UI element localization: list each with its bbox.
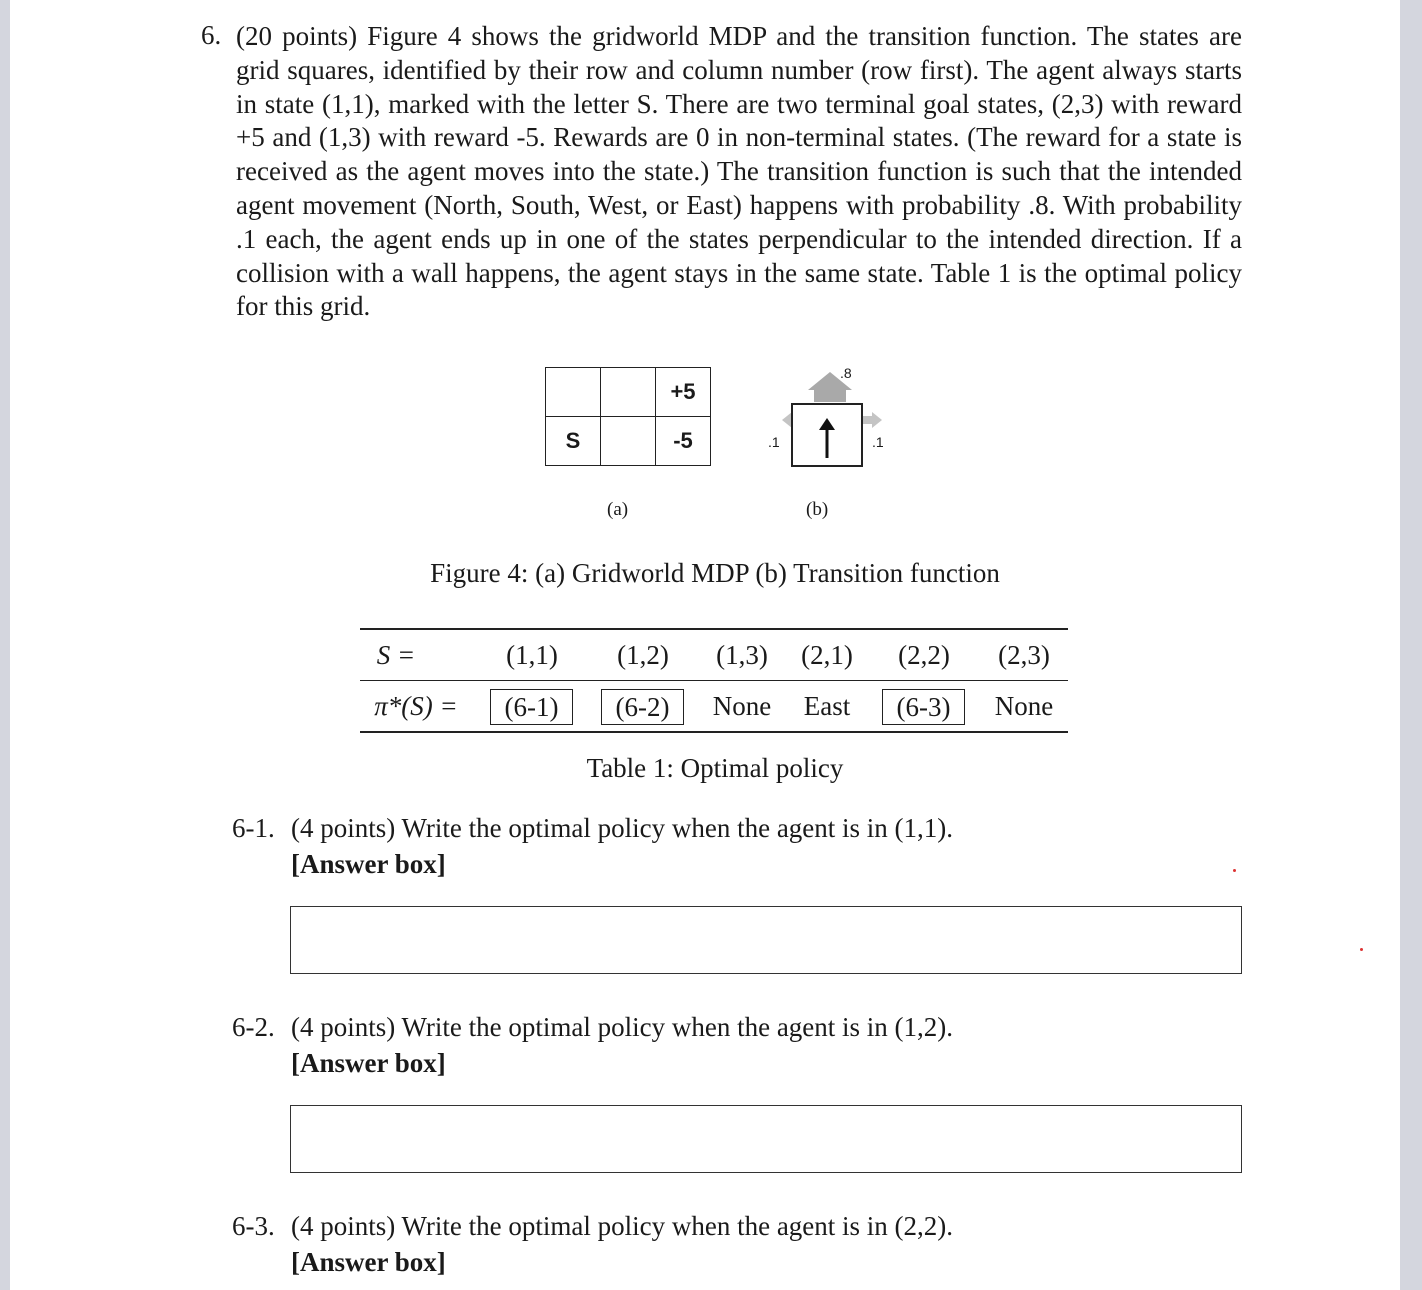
grid-cell-1-2 — [601, 417, 656, 466]
state-cell: (1,1) — [506, 640, 558, 670]
gridworld-figure — [545, 367, 711, 466]
subquestion-text-6-2: (4 points) Write the optimal policy when the agent is in (1,2). — [291, 1012, 954, 1042]
stray-mark — [1360, 948, 1363, 951]
table-caption: Table 1: Optimal policy — [586, 753, 844, 783]
policy-cell-blank-6-1: (6-1) — [490, 689, 573, 725]
subquestion-number-6-1: 6-1. — [232, 813, 275, 843]
policy-cell-blank-6-3: (6-3) — [882, 689, 965, 725]
prob-forward: .8 — [840, 365, 852, 381]
table-row — [360, 630, 1068, 680]
subquestion-number-6-2: 6-2. — [232, 1012, 275, 1042]
subquestion-text-6-3: (4 points) Write the optimal policy when the agent is in (2,2). — [291, 1211, 954, 1241]
grid-cell-2-3: +5 — [656, 368, 711, 417]
answer-label-6-2: [Answer box] — [291, 1048, 446, 1078]
prob-right: .1 — [872, 434, 884, 450]
grid-cell-1-1: S — [546, 417, 601, 466]
policy-cell: None — [712, 691, 772, 721]
state-cell: (2,2) — [898, 640, 950, 670]
subfigure-label-a: (a) — [607, 499, 629, 520]
policy-cell-blank-6-2: (6-2) — [601, 689, 684, 725]
state-cell: (2,3) — [998, 640, 1050, 670]
policy-cell: None — [994, 691, 1054, 721]
figure-caption: Figure 4: (a) Gridworld MDP (b) Transition function — [430, 558, 1000, 588]
prob-left: .1 — [768, 434, 780, 450]
state-cell: (1,3) — [716, 640, 768, 670]
state-cell: (2,1) — [801, 640, 853, 670]
answer-box-6-2[interactable] — [290, 1105, 1242, 1173]
grid-cell-2-2 — [601, 368, 656, 417]
policy-table — [360, 628, 1068, 733]
transition-arrows-icon — [762, 360, 892, 470]
row-label-policy: π*(S) = — [374, 691, 458, 721]
viewer-margin-right — [1400, 0, 1422, 1290]
document-page — [10, 0, 1400, 1290]
grid-cell-2-1 — [546, 368, 601, 417]
answer-label-6-3: [Answer box] — [291, 1247, 446, 1277]
row-label-states: S = — [376, 640, 416, 670]
subquestion-text-6-1: (4 points) Write the optimal policy when the agent is in (1,1). — [291, 813, 954, 843]
subfigure-label-b: (b) — [806, 499, 829, 520]
grid-cell-1-3: -5 — [656, 417, 711, 466]
question-number: 6. — [201, 20, 222, 50]
transition-figure — [762, 360, 892, 470]
subquestion-number-6-3: 6-3. — [232, 1211, 275, 1241]
question-text: (20 points) Figure 4 shows the gridworld MDP and the transition function. The states are grid squares, identified by their row and column number (row first). The agent always starts in state (1,1), marked with the letter S. There are two terminal goal states, (2,3) with reward +5 and (1,3) with reward -5. Rewards are 0 in non-terminal states. (The reward for a state is received as the agent moves into the state.) The transition function is such that the intended agent movement (North, South, West, or East) happens with probability .8. With probability .1 each, the agent ends up in one of the states perpendicular to the intended direction. If a collision with a wall happens, the agent stays in the same state. Table 1 is the optimal policy for this grid. — [236, 21, 1242, 322]
table-row — [360, 680, 1068, 731]
answer-box-6-1[interactable] — [290, 906, 1242, 974]
policy-cell: East — [803, 691, 851, 721]
stray-mark — [1233, 869, 1236, 872]
answer-label-6-1: [Answer box] — [291, 849, 446, 879]
state-cell: (1,2) — [617, 640, 669, 670]
